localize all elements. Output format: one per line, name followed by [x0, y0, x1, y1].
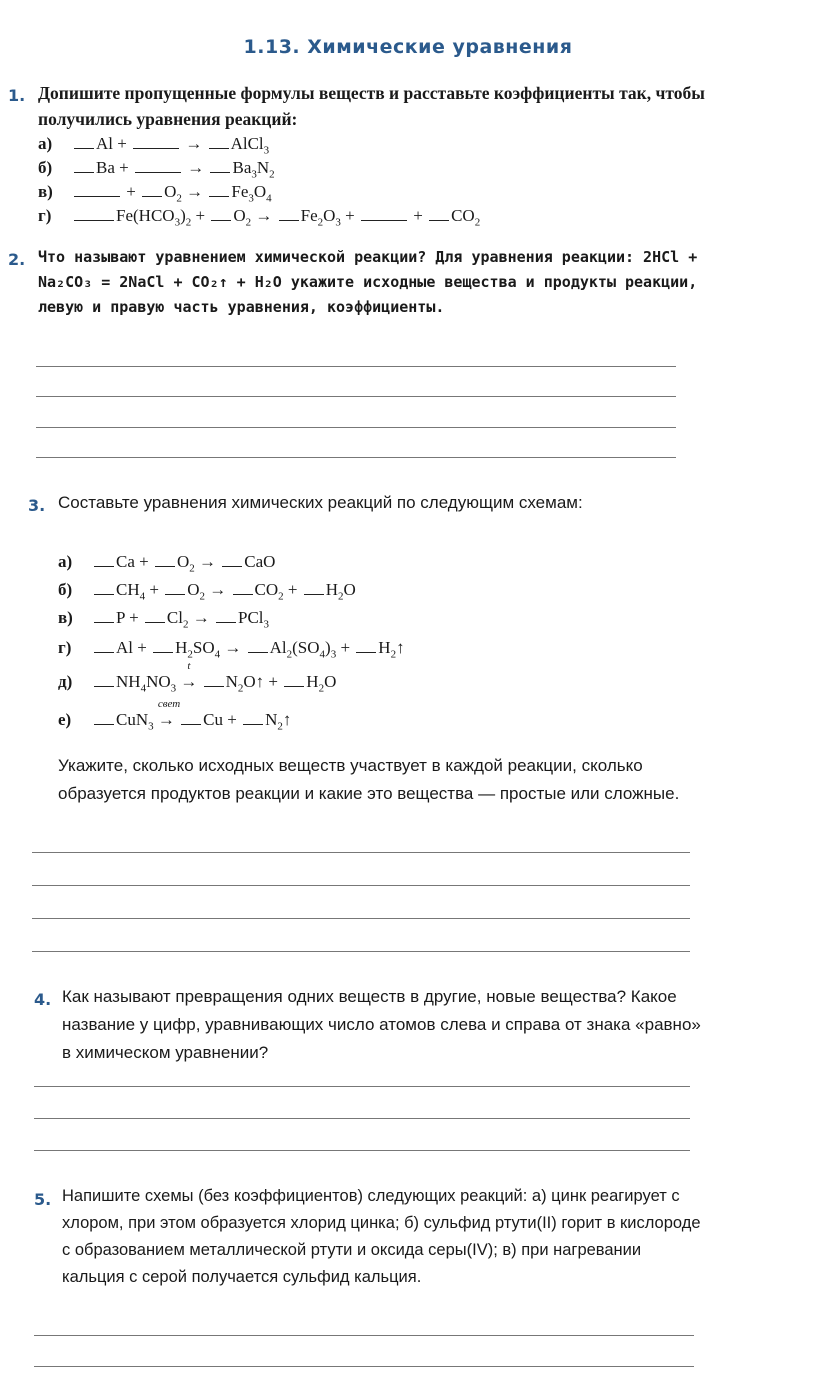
task-3-equation-a: а) $Ca + O_2$ → CaO	[58, 552, 276, 575]
task-1-label-d: г)	[38, 206, 52, 225]
task-1-equation-b: б) Ba + → $Ba_3N_2$	[38, 158, 275, 181]
task-1-equation-c: $в) + O_2 \to Fe_3O_4$	[38, 182, 272, 205]
answer-line	[36, 396, 676, 397]
task-1-number: 1.	[8, 86, 26, 105]
task-3-equation-b: б) $CH_4 + O_2 \to CO_2 + H_2O$	[58, 580, 356, 603]
task-3-label-b: б)	[58, 580, 73, 599]
task-3-text: Составьте уравнения химических реакций по следующим схемам:	[58, 493, 583, 512]
task-1-equation-d: г) $Fe(HCO_3)_2 + O_2 \to Fe_2O_3$ + + $CO_2$	[38, 206, 481, 229]
task-1-label-a: а)	[38, 134, 53, 153]
task-3-equation-e: д) $NH_4NO_3$ t → $N_2O↑ + H_2O$	[58, 660, 337, 695]
task-3-equation-d: г) $Al + H_2SO_4 \to Al_2(SO_4)_3$ + $H_2↑$	[58, 638, 405, 661]
answer-line	[34, 1150, 690, 1151]
task-3-followup: Укажите, сколько исходных веществ участвует в каждой реакции, сколько образуется продуктов реакции и какие это вещества — простые или сложные.	[58, 756, 680, 803]
answer-line	[36, 427, 676, 428]
condition-heat: t	[187, 660, 191, 672]
task-3-label-f: е)	[58, 710, 72, 729]
task-2-text: Что называют уравнением химической реакции? Для уравнения реакции: 2HCl + Na₂CO₃ = 2NaCl + CO₂↑ + H₂O укажите исходные вещества и продукты реакции, левую и правую часть уравнения, коэффициенты.	[38, 248, 698, 316]
condition-light: свет	[157, 698, 181, 710]
answer-line	[34, 1335, 694, 1336]
task-3-label-a: а)	[58, 552, 73, 571]
task-5-number: 5.	[34, 1190, 52, 1209]
answer-line	[34, 1366, 694, 1367]
task-3-equation-c: в) $P + Cl_2 \to PCl_3$	[58, 608, 270, 631]
answer-line	[34, 1086, 690, 1087]
task-3-label-e: д)	[58, 672, 73, 691]
task-2-number: 2.	[8, 250, 26, 269]
answer-line	[32, 951, 690, 952]
task-4-number: 4.	[34, 990, 52, 1009]
answer-line	[32, 852, 690, 853]
task-1-label-b: б)	[38, 158, 53, 177]
answer-line	[36, 457, 676, 458]
task-5-text: Напишите схемы (без коэффициентов) следующих реакций: а) цинк реагирует с хлором, при этом образуется хлорид цинка; б) сульфид ртути(II) горит в кислороде с образованием металлической ртути и оксида серы(IV); в) при нагревании кальция с серой получается сульфид кальция.	[62, 1187, 701, 1286]
task-1-text: Допишите пропущенные формулы веществ и расставьте коэффициенты так, чтобы получились уравнения реакций:	[38, 83, 705, 129]
task-3-label-c: в)	[58, 608, 73, 627]
task-3-label-d: г)	[58, 638, 72, 657]
answer-line	[36, 366, 676, 367]
task-1-label-c: в)	[38, 182, 53, 201]
task-1-equation-a: а) Al + → AlCl$_3$	[38, 134, 270, 157]
answer-line	[34, 1118, 690, 1119]
task-3-equation-f: е) CuN$_3$ свет → $Cu + N_2↑$	[58, 698, 292, 733]
task-3-number: 3.	[28, 496, 46, 515]
answer-line	[32, 885, 690, 886]
page-title: 1.13. Химические уравнения	[243, 36, 573, 58]
answer-line	[32, 918, 690, 919]
task-4-text: Как называют превращения одних веществ в другие, новые вещества? Какое название у цифр, уравнивающих число атомов слева и справа от знака «равно» в химическом уравнении?	[62, 987, 701, 1062]
